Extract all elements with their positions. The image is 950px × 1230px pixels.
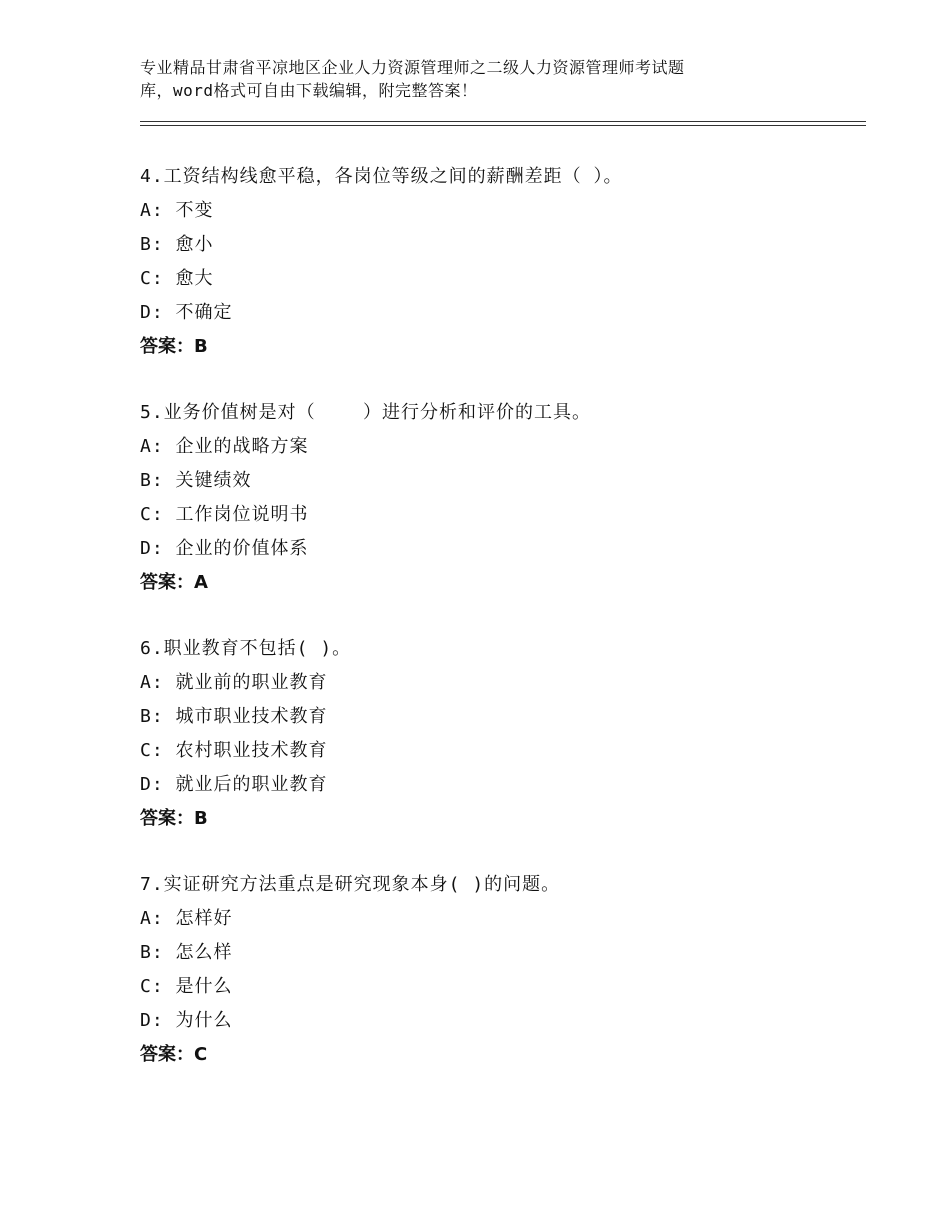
answer-label: 答案：A xyxy=(140,572,208,593)
option-a: A: 不变 xyxy=(140,200,214,221)
document-header xyxy=(140,56,780,102)
option-d: D: 就业后的职业教育 xyxy=(140,774,328,795)
question-stem: 6.职业教育不包括( )。 xyxy=(140,638,352,659)
question-5 xyxy=(140,396,860,600)
question-4 xyxy=(140,160,860,364)
answer-label: 答案：C xyxy=(140,1044,208,1065)
question-7 xyxy=(140,868,860,1072)
option-d: D: 企业的价值体系 xyxy=(140,538,309,559)
question-stem: 5.业务价值树是对（ ）进行分析和评价的工具。 xyxy=(140,402,592,423)
option-a: A: 企业的战略方案 xyxy=(140,436,309,457)
question-6 xyxy=(140,632,860,836)
option-c: C: 农村职业技术教育 xyxy=(140,740,328,761)
header-rule-top xyxy=(140,121,866,122)
option-b: B: 怎么样 xyxy=(140,942,233,963)
header-line-2: 库，word格式可自由下载编辑，附完整答案！ xyxy=(140,81,478,100)
option-b: B: 城市职业技术教育 xyxy=(140,706,328,727)
question-list xyxy=(140,160,860,1104)
option-a: A: 怎样好 xyxy=(140,908,233,929)
option-a: A: 就业前的职业教育 xyxy=(140,672,328,693)
answer-label: 答案：B xyxy=(140,336,208,357)
header-rule-bottom xyxy=(140,125,866,126)
option-c: C: 是什么 xyxy=(140,976,233,997)
option-b: B: 关键绩效 xyxy=(140,470,252,491)
option-b: B: 愈小 xyxy=(140,234,214,255)
option-d: D: 不确定 xyxy=(140,302,233,323)
question-stem: 7.实证研究方法重点是研究现象本身( )的问题。 xyxy=(140,874,561,895)
answer-label: 答案：B xyxy=(140,808,208,829)
option-c: C: 愈大 xyxy=(140,268,214,289)
question-stem: 4.工资结构线愈平稳，各岗位等级之间的薪酬差距（ ）。 xyxy=(140,166,623,187)
header-line-1: 专业精品甘肃省平凉地区企业人力资源管理师之二级人力资源管理师考试题 xyxy=(140,58,685,77)
option-c: C: 工作岗位说明书 xyxy=(140,504,309,525)
option-d: D: 为什么 xyxy=(140,1010,233,1031)
